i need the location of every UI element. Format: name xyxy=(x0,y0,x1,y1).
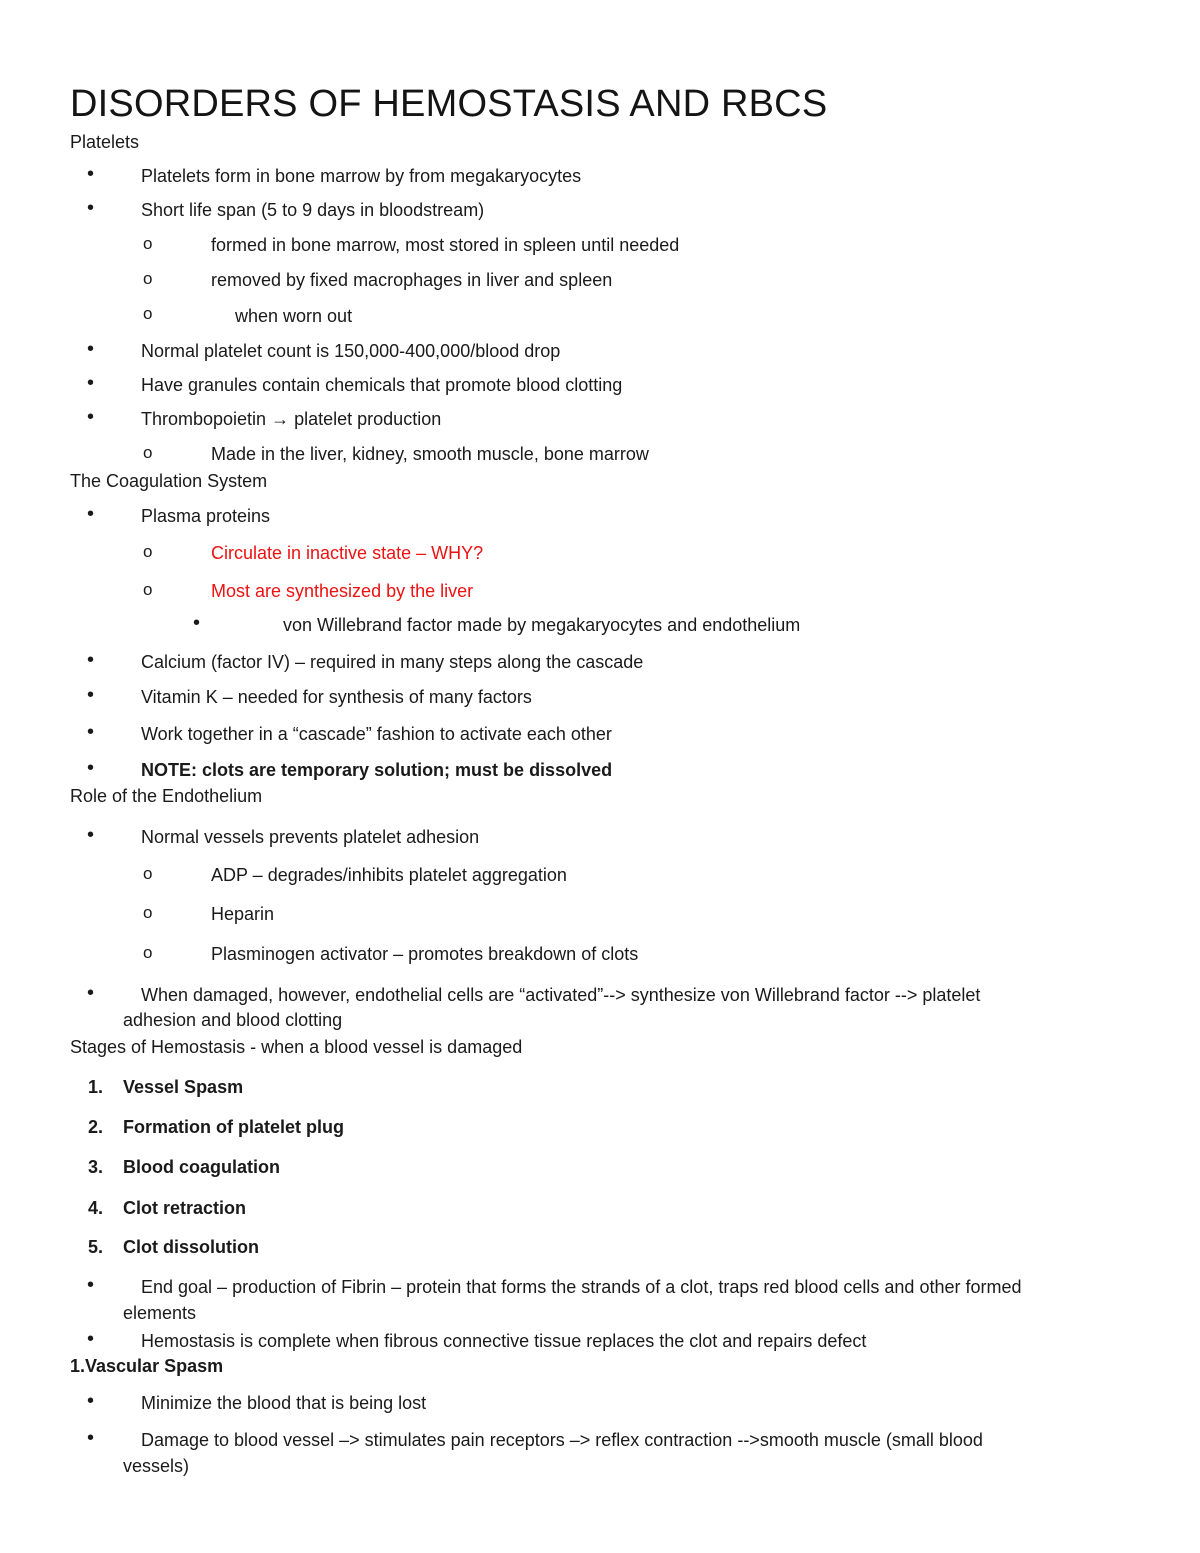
numbered-item: Formation of platelet plug xyxy=(123,1117,344,1137)
list-item: Vitamin K – needed for synthesis of many factors xyxy=(141,687,532,707)
list-number: 2. xyxy=(88,1117,104,1137)
bullet-icon: • xyxy=(87,163,95,185)
list-item: Hemostasis is complete when fibrous connective tissue replaces the clot and repairs defect xyxy=(141,1331,867,1351)
list-item: Short life span (5 to 9 days in bloodstream) xyxy=(141,200,485,220)
list-item-highlight: Most are synthesized by the liver xyxy=(211,581,474,601)
bullet-icon: • xyxy=(193,612,201,634)
sub-bullet-icon: o xyxy=(143,234,153,253)
list-item: removed by fixed macrophages in liver and spleen xyxy=(211,270,613,290)
list-item: ADP – degrades/inhibits platelet aggregation xyxy=(211,865,567,885)
sub-bullet-icon: o xyxy=(143,903,153,922)
sub-bullet-icon: o xyxy=(143,943,153,962)
numbered-item: Blood coagulation xyxy=(123,1157,280,1177)
list-item: Platelets form in bone marrow by from megakaryocytes xyxy=(141,166,582,186)
list-item-note: NOTE: clots are temporary solution; must be dissolved xyxy=(141,760,613,780)
list-item: Minimize the blood that is being lost xyxy=(141,1393,427,1413)
list-item: Calcium (factor IV) – required in many steps along the cascade xyxy=(141,652,644,672)
list-number: 1. xyxy=(88,1077,104,1097)
list-item xyxy=(141,408,441,430)
list-item: von Willebrand factor made by megakaryocytes and endothelium xyxy=(283,615,801,635)
bullet-icon: • xyxy=(87,1274,95,1296)
list-item-continuation: vessels) xyxy=(123,1456,190,1476)
list-number: 4. xyxy=(88,1198,104,1218)
sub-bullet-icon: o xyxy=(143,864,153,883)
bullet-icon: • xyxy=(87,1390,95,1412)
bullet-icon: • xyxy=(87,1427,95,1449)
list-item: Damage to blood vessel –> stimulates pain receptors –> reflex contraction -->smooth muscle (small blood xyxy=(141,1430,983,1450)
bullet-icon: • xyxy=(87,649,95,671)
arrow-right-icon: → xyxy=(271,409,290,429)
numbered-item: Vessel Spasm xyxy=(123,1077,244,1097)
page-title: DISORDERS OF HEMOSTASIS AND RBCS xyxy=(70,83,828,125)
list-item-highlight: Circulate in inactive state – WHY? xyxy=(211,543,484,563)
bullet-icon: • xyxy=(87,982,95,1004)
list-item: Normal vessels prevents platelet adhesion xyxy=(141,827,480,847)
bullet-icon: • xyxy=(87,372,95,394)
list-item: Made in the liver, kidney, smooth muscle, bone marrow xyxy=(211,444,649,464)
list-item: formed in bone marrow, most stored in spleen until needed xyxy=(211,235,680,255)
numbered-item: Clot retraction xyxy=(123,1198,247,1218)
list-item: Normal platelet count is 150,000-400,000/blood drop xyxy=(141,341,561,361)
list-item-text: Thrombopoietin xyxy=(141,409,267,429)
bullet-icon: • xyxy=(87,338,95,360)
sub-bullet-icon: o xyxy=(143,269,153,288)
list-item-continuation: elements xyxy=(123,1303,197,1323)
list-item: Have granules contain chemicals that promote blood clotting xyxy=(141,375,623,395)
bullet-icon: • xyxy=(87,1328,95,1350)
section-heading-vascular: 1.Vascular Spasm xyxy=(70,1356,224,1376)
sub-bullet-icon: o xyxy=(143,443,153,462)
list-item: When damaged, however, endothelial cells are “activated”--> synthesize von Willebrand factor --> platelet xyxy=(141,985,981,1005)
list-item: Heparin xyxy=(211,904,275,924)
bullet-icon: • xyxy=(87,197,95,219)
numbered-item: Clot dissolution xyxy=(123,1237,259,1257)
bullet-icon: • xyxy=(87,721,95,743)
list-item: when worn out xyxy=(235,306,353,326)
sub-bullet-icon: o xyxy=(143,580,153,599)
bullet-icon: • xyxy=(87,824,95,846)
bullet-icon: • xyxy=(87,757,95,779)
list-number: 3. xyxy=(88,1157,104,1177)
list-item: End goal – production of Fibrin – protein that forms the strands of a clot, traps red blood cells and other formed xyxy=(141,1277,1022,1297)
sub-bullet-icon: o xyxy=(143,542,153,561)
bullet-icon: • xyxy=(87,503,95,525)
bullet-icon: • xyxy=(87,684,95,706)
bullet-icon: • xyxy=(87,406,95,428)
section-heading-endothelium: Role of the Endothelium xyxy=(70,786,263,806)
list-item: Plasma proteins xyxy=(141,506,271,526)
list-item: Work together in a “cascade” fashion to activate each other xyxy=(141,724,612,744)
list-item-continuation: adhesion and blood clotting xyxy=(123,1010,343,1030)
list-item: Plasminogen activator – promotes breakdown of clots xyxy=(211,944,639,964)
section-heading-coagulation: The Coagulation System xyxy=(70,471,268,491)
list-number: 5. xyxy=(88,1237,104,1257)
section-heading-stages: Stages of Hemostasis - when a blood vessel is damaged xyxy=(70,1037,523,1057)
sub-bullet-icon: o xyxy=(143,304,153,323)
section-heading-platelets: Platelets xyxy=(70,132,140,152)
list-item-text: platelet production xyxy=(294,409,442,429)
